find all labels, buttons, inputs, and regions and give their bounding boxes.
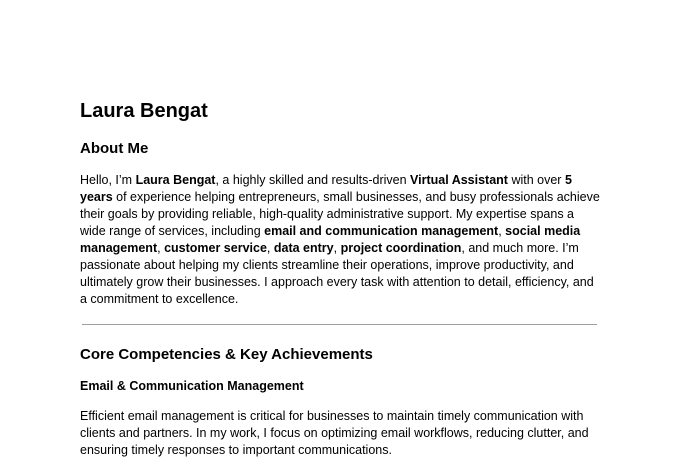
about-segment-bold: Laura Bengat <box>135 173 216 187</box>
about-segment: , <box>157 241 165 255</box>
about-segment-bold: email and communication management <box>264 224 499 238</box>
about-heading: About Me <box>80 140 149 157</box>
competencies-heading: Core Competencies & Key Achievements <box>80 346 373 363</box>
about-segment: , <box>266 241 274 255</box>
about-segment-bold: social media management <box>80 224 581 255</box>
about-segment-bold: 5 years <box>80 173 572 204</box>
about-segment: of experience helping entrepreneurs, small businesses, and busy professionals achieve their goals by providing reliable, high-quality administrative support. My expertise spans a wide range of services, including <box>80 190 600 238</box>
about-segment: , a highly skilled and results-driven <box>215 173 411 187</box>
about-segment: , and much more. I’m passionate about helping my clients streamline their operations, improve productivity, and ultimately grow their businesses. I approach every task with attention to detail, efficiency, and a commitment to excellence. <box>80 241 594 306</box>
about-segment-bold: Virtual Assistant <box>410 173 508 187</box>
about-segment: , <box>498 224 506 238</box>
resume-name: Laura Bengat <box>80 100 208 122</box>
about-segment: Hello, I’m <box>80 173 136 187</box>
about-segment: , <box>333 241 341 255</box>
email-section-paragraph: Efficient email management is critical for businesses to maintain timely communication with clients and partners. In my work, I focus on optimizing email workflows, reducing clutter, and ensuring timely responses to important communications. <box>80 409 589 457</box>
about-segment-bold: data entry <box>273 241 334 255</box>
section-divider <box>82 324 597 325</box>
about-segment-bold: project coordination <box>340 241 462 255</box>
about-segment-bold: customer service <box>164 241 267 255</box>
about-segment: with over <box>507 173 565 187</box>
email-section-heading: Email & Communication Management <box>80 379 304 393</box>
about-paragraph <box>80 172 602 308</box>
